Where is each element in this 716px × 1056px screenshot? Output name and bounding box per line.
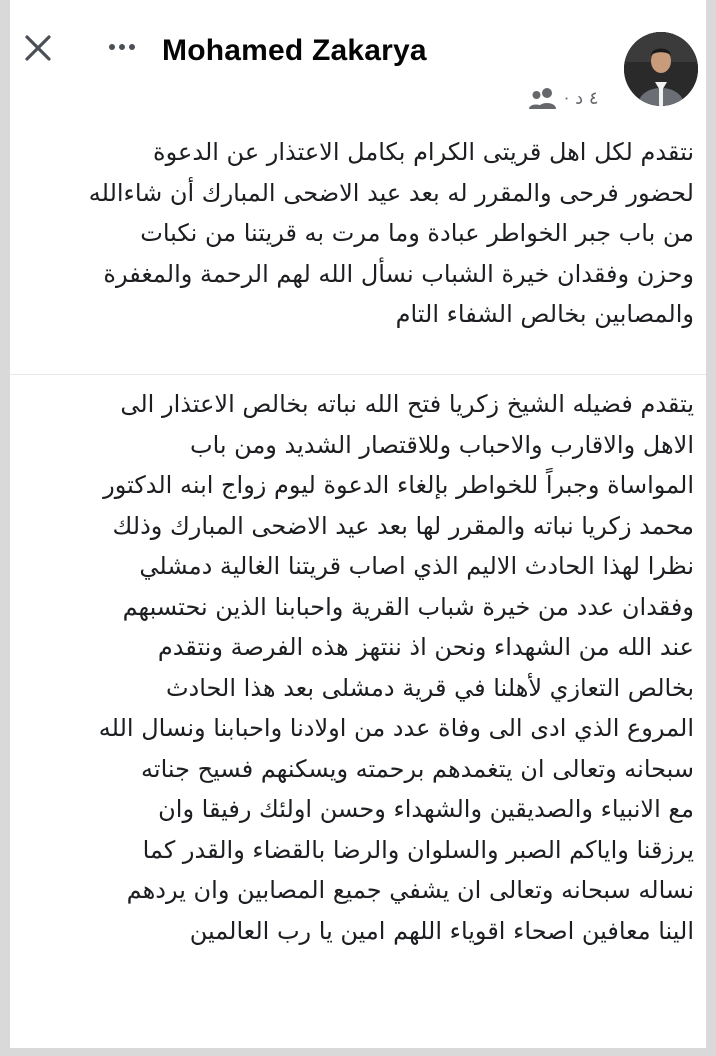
post-paragraph-1 bbox=[34, 132, 694, 335]
post-text-line: سبحانه وتعالى ان يتغمدهم برحمته ويسكنهم فسيح جناته bbox=[141, 754, 694, 783]
post-text-line: المروع الذي ادى الى وفاة عدد من اولادنا واحبابنا ونسال الله bbox=[98, 714, 694, 742]
post-text-line: من باب جبر الخواطر عبادة وما مرت به قريتنا من نكبات bbox=[140, 219, 694, 247]
more-options-button[interactable] bbox=[102, 32, 142, 62]
post-text-line: وحزن وفقدان خيرة الشباب نسأل الله لهم الرحمة والمغفرة bbox=[103, 259, 694, 288]
post-text-line: نساله سبحانه وتعالى ان يشفي جميع المصابين وان يردهم bbox=[126, 876, 694, 904]
post-text-line: الينا معافين اصحاء اقوياء اللهم امين يا رب العالمين bbox=[189, 916, 694, 945]
post-text-line: وفقدان عدد من خيرة شباب القرية واحبابنا الذين نحتسبهم bbox=[122, 592, 694, 621]
post-text-line: محمد زكريا نباته والمقرر لها بعد عيد الاضحى المبارك وذلك bbox=[112, 511, 694, 540]
avatar[interactable] bbox=[624, 32, 698, 106]
more-icon bbox=[107, 42, 137, 52]
post-card bbox=[10, 0, 706, 1048]
post-meta bbox=[528, 84, 599, 112]
close-icon bbox=[24, 34, 52, 62]
post-text-line: عند الله من الشهداء ونحن اذ ننتهز هذه الفرصة ونتقدم bbox=[157, 633, 694, 661]
post-text-line: الاهل والاقارب والاحباب وللاقتصار الشديد ومن باب bbox=[189, 430, 694, 459]
post-text-line: لحضور فرحى والمقرر له بعد عيد الاضحى المبارك أن شاءالله bbox=[88, 178, 694, 207]
post-text-line: والمصابين بخالص الشفاء التام bbox=[395, 300, 694, 328]
post-header bbox=[10, 0, 706, 120]
post-paragraph-2 bbox=[34, 384, 694, 951]
post-text-line: يرزقنا واياكم الصبر والسلوان والرضا بالقضاء والقدر كما bbox=[142, 835, 694, 864]
close-button[interactable] bbox=[20, 30, 56, 66]
bottom-edge bbox=[0, 1048, 716, 1056]
post-text-line: نظرا لهذا الحادث الاليم الذي اصاب قريتنا الغالية دمشلي bbox=[139, 552, 694, 580]
friends-icon[interactable] bbox=[528, 87, 558, 109]
meta-separator: · bbox=[564, 88, 570, 108]
post-text-line: نتقدم لكل اهل قريتى الكرام بكامل الاعتذار عن الدعوة bbox=[153, 138, 694, 166]
divider bbox=[10, 374, 706, 375]
post-text-line: مع الانبياء والصديقين والشهداء وحسن اولئك رفيقا وان bbox=[158, 795, 694, 823]
author-name[interactable]: Mohamed Zakarya bbox=[162, 34, 427, 67]
post-text-line: بخالص التعازي لأهلنا في قرية دمشلى بعد هذا الحادث bbox=[165, 673, 694, 702]
post-text-line: يتقدم فضيله الشيخ زكريا فتح الله نباته بخالص الاعتذار الى bbox=[120, 390, 694, 418]
profile-photo-icon bbox=[624, 32, 698, 106]
post-text-line: المواساة وجبراً للخواطر بإلغاء الدعوة ليوم زواج ابنه الدكتور bbox=[103, 471, 694, 499]
post-timestamp[interactable]: ٤ د bbox=[575, 87, 599, 109]
